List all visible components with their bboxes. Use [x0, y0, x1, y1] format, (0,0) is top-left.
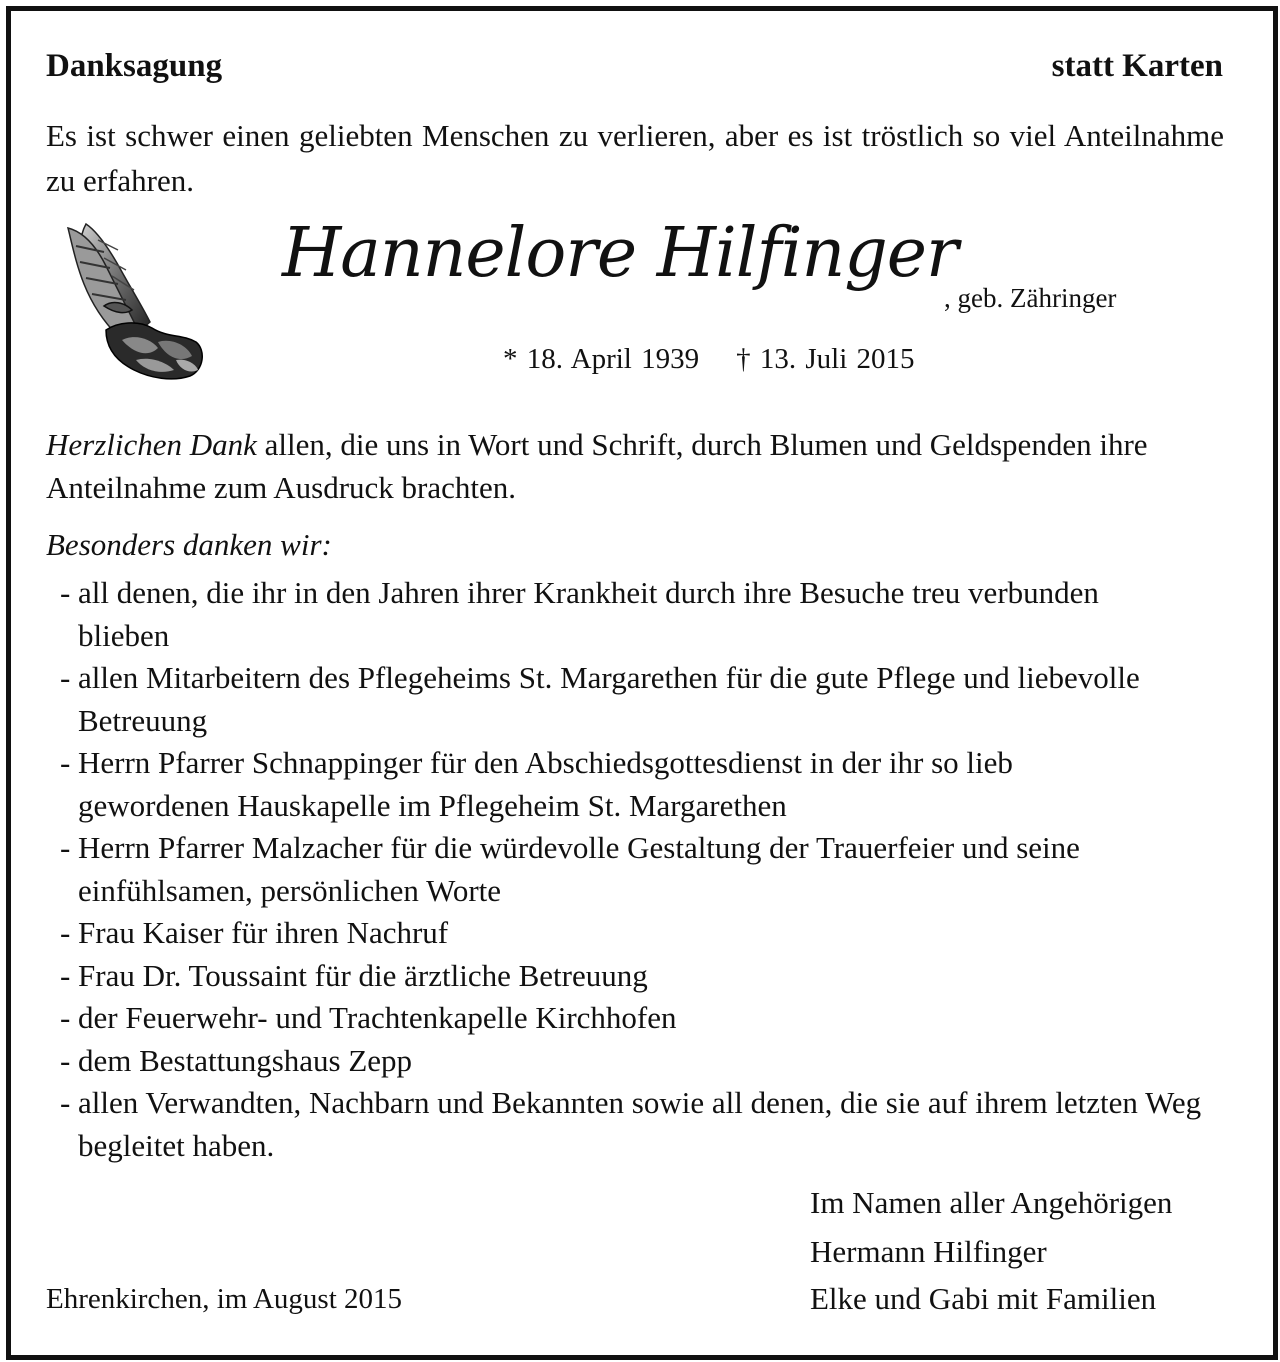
- list-item: - der Feuerwehr- und Trachtenkapelle Kirchhofen: [58, 997, 1198, 1040]
- death-date: † 13. Juli 2015: [736, 343, 915, 375]
- list-item: - dem Bestattungshaus Zepp: [58, 1040, 1198, 1083]
- notice-type-heading: Danksagung: [46, 48, 223, 84]
- birth-date: * 18. April 1939: [503, 343, 700, 375]
- thanks-text: allen, die uns in Wort und Schrift, durch Blumen und Geldspenden ihre Anteilnahme zum Ausdruck brachten.: [46, 427, 1148, 505]
- thanks-paragraph: [46, 423, 1236, 509]
- birth-name: , geb. Zähringer: [944, 283, 1117, 313]
- list-item: - Herrn Pfarrer Schnappinger für den Abschiedsgottesdienst in der ihr so lieb gewordenen Hauskapelle im Pflegeheim St. Margarethen: [58, 742, 1168, 827]
- list-item: - all denen, die ihr in den Jahren ihrer Krankheit durch ihre Besuche treu verbunden blieben: [58, 572, 1108, 657]
- intro-text: Es ist schwer einen geliebten Menschen zu verlieren, aber es ist tröstlich so viel Anteilnahme zu erfahren.: [46, 118, 1224, 198]
- signature-line-1: Im Namen aller Angehörigen: [810, 1185, 1173, 1220]
- list-item: - allen Verwandten, Nachbarn und Bekannten sowie all denen, die sie auf ihrem letzten Weg begleitet haben.: [58, 1082, 1203, 1167]
- signature-line-3: Elke und Gabi mit Familien: [810, 1281, 1157, 1316]
- list-item: - allen Mitarbeitern des Pflegeheims St. Margarethen für die gute Pflege und liebevolle Betreuung: [58, 657, 1163, 742]
- statt-karten-label: statt Karten: [1051, 48, 1223, 84]
- place-and-date: Ehrenkirchen, im August 2015: [46, 1283, 403, 1315]
- special-thanks-list: [58, 572, 1202, 1167]
- list-item: - Frau Kaiser für ihren Nachruf: [58, 912, 1198, 955]
- life-dates: [503, 343, 915, 376]
- praying-hands-icon: [46, 210, 218, 385]
- list-item: - Frau Dr. Toussaint für die ärztliche Betreuung: [58, 955, 1198, 998]
- thanks-emphasis: Herzlichen Dank: [46, 427, 257, 462]
- special-thanks-heading: Besonders danken wir:: [46, 527, 332, 562]
- deceased-name: Hannelore Hilfinger: [282, 214, 958, 293]
- list-item: - Herrn Pfarrer Malzacher für die würdevolle Gestaltung der Trauerfeier und seine einfühlsamen, persönlichen Worte: [58, 827, 1163, 912]
- signature-line-2: Hermann Hilfinger: [810, 1234, 1047, 1269]
